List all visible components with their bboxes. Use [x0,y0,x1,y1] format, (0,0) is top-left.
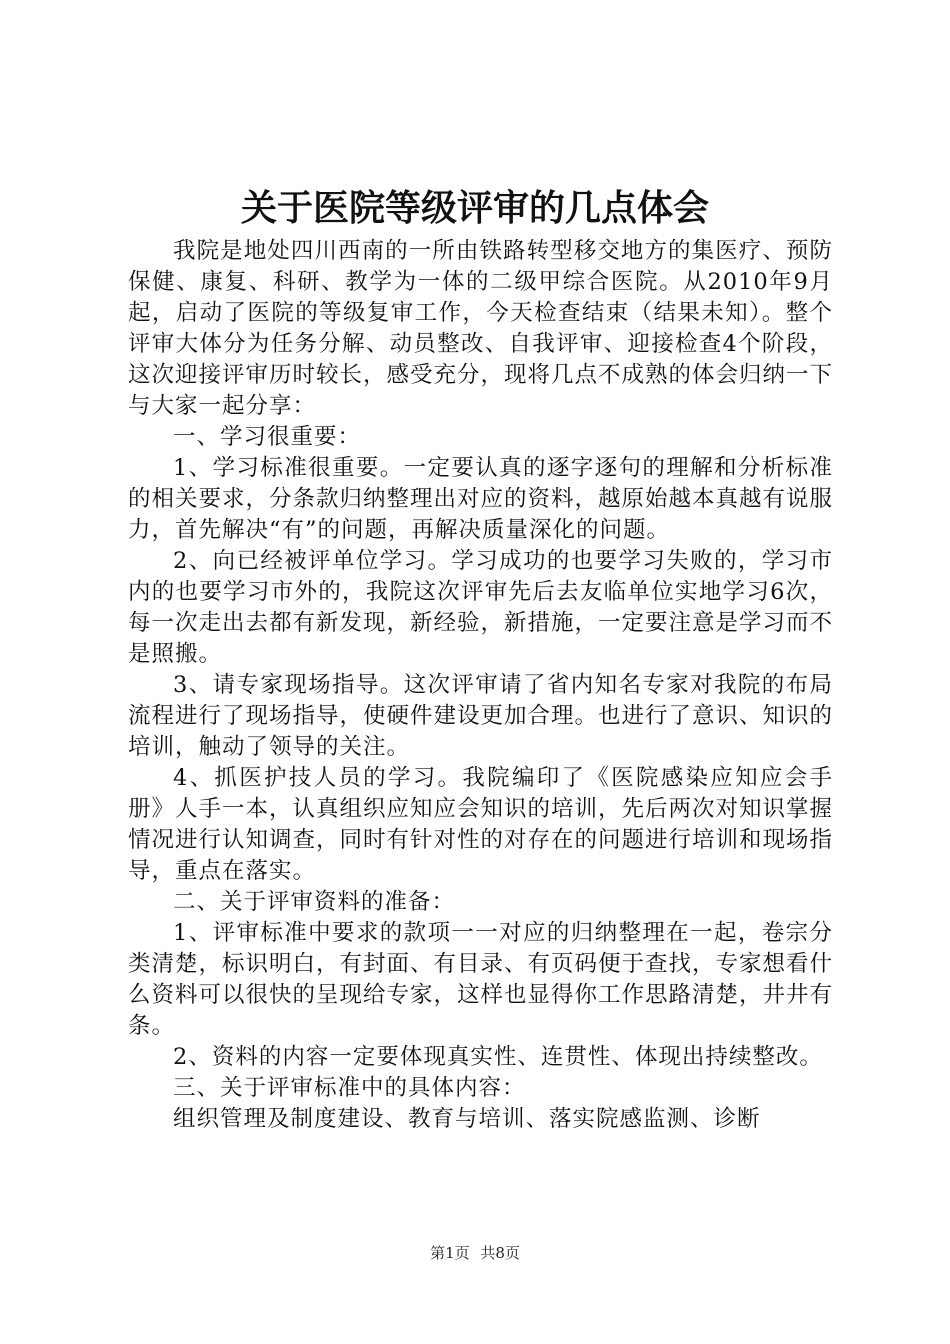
page-total: 共8页 [480,1244,520,1262]
paragraph-1-2: 2、向已经被评单位学习。学习成功的也要学习失败的，学习市内的也要学习市外的，我院这次评审先后去友临单位实地学习6次，每一次走出去都有新发现，新经验，新措施，一定要注意是学习而不是照搬。 [128,548,834,667]
page-footer [0,1242,950,1264]
paragraph-1-4: 4、抓医护技人员的学习。我院编印了《医院感染应知应会手册》人手一本，认真组织应知应会知识的培训，先后两次对知识掌握情况进行认知调查，同时有针对性的对存在的问题进行培训和现场指导，重点在落实。 [128,765,834,884]
paragraph-1-3: 3、请专家现场指导。这次评审请了省内知名专家对我院的布局流程进行了现场指导，使硬件建设更加合理。也进行了意识、知识的培训，触动了领导的关注。 [128,672,834,760]
paragraph-2-1: 1、评审标准中要求的款项一一对应的归纳整理在一起，卷宗分类清楚，标识明白，有封面、有目录、有页码便于查找，专家想看什么资料可以很快的呈现给专家，这样也显得你工作思路清楚，井井有条。 [128,920,834,1039]
paragraph-3-1: 组织管理及制度建设、教育与培训、落实院感监测、诊断 [173,1106,761,1132]
paragraph-2-2: 2、资料的内容一定要体现真实性、连贯性、体现出持续整改。 [173,1044,823,1070]
paragraph-intro: 我院是地处四川西南的一所由铁路转型移交地方的集医疗、预防保健、康复、科研、教学为一体的二级甲综合医院。从2010年9月起，启动了医院的等级复审工作，今天检查结束（结果未知）。整个评审大体分为任务分解、动员整改、自我评审、迎接检查4个阶段，这次迎接评审历时较长，感受充分，现将几点不成熟的体会归纳一下与大家一起分享： [128,238,834,419]
paragraph-1-1: 1、学习标准很重要。一定要认真的逐字逐句的理解和分析标准的相关要求，分条款归纳整理出对应的资料，越原始越本真越有说服力，首先解决“有”的问题，再解决质量深化的问题。 [128,455,834,543]
document-title: 关于医院等级评审的几点体会 [240,187,709,229]
document-body [128,236,833,1135]
page-number: 第1页 [430,1244,470,1262]
section-heading-1: 一、学习很重要： [173,424,362,450]
section-heading-2: 二、关于评审资料的准备： [173,889,456,915]
section-heading-3: 三、关于评审标准中的具体内容： [173,1075,526,1101]
